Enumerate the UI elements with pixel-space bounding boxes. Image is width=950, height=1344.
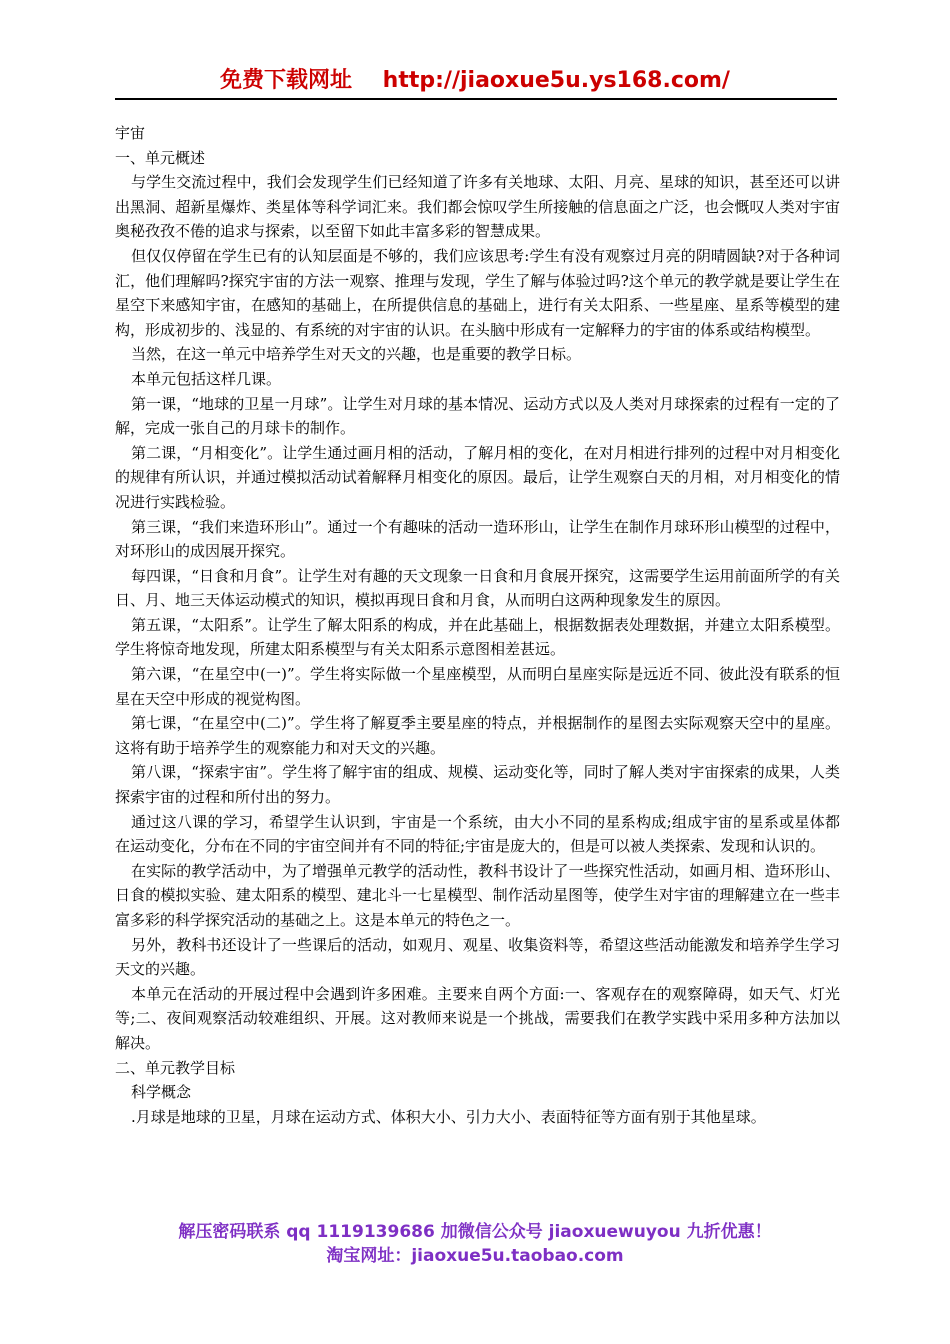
concept-item: .月球是地球的卫星，月球在运动方式、体积大小、引力大小、表面特征等方面有别于其他星球。 [131,1107,766,1126]
paragraph: 本单元包括这样几课。 [131,369,282,388]
paragraph: 每四课，“日食和月食”。让学生对有趣的天文现象一日食和月食展开探究，这需要学生运用前面所学的有关日、月、地三天体运动模式的知识，模拟再现日食和月食，从而明白这两种现象发生的原因。 [115,566,840,610]
paragraph: 另外，教科书还设计了一些课后的活动，如观月、观星、收集资料等，希望这些活动能激发和培养学生学习天文的兴趣。 [115,935,840,979]
header-divider [115,98,837,100]
header-site-label: 免费下载网址 [220,68,353,93]
header-url-link[interactable]: http://jiaoxue5u.ys168.com/ [382,68,730,93]
paragraph: 第三课，“我们来造环形山”。通过一个有趣味的活动一造环形山，让学生在制作月球环形山模型的过程中，对环形山的成因展开探究。 [115,517,840,561]
paragraph: 第七课，“在星空中(二)”。学生将了解夏季主要星座的特点，并根据制作的星图去实际观察天空中的星座。这将有助于培养学生的观察能力和对天文的兴趣。 [115,714,840,757]
download-header [0,66,950,96]
document-body [115,121,840,1129]
paragraph: 在实际的教学活动中，为了增强单元教学的活动性，教科书设计了一些探究性活动，如画月相、造环形山、日食的模拟实验、建太阳系的模型、建北斗一七星模型、制作活动星图等，使学生对宇宙的理解建立在一些丰富多彩的科学探究活动的基础之上。这是本单元的特色之一。 [115,861,840,929]
paragraph: 第二课，“月相变化”。让学生通过画月相的活动，了解月相的变化，在对月相进行排列的过程中对月相变化的规律有所认识，并通过模拟活动试着解释月相变化的原因。最后，让学生观察白天的月相，对月相变化的情况进行实践检验。 [115,443,840,511]
paragraph: 本单元在活动的开展过程中会遇到许多困难。主要来自两个方面:一、客观存在的观察障碍，如天气、灯光等;二、夜间观察活动较难组织、开展。这对教师来说是一个挑战，需要我们在教学实践中采用多种方法加以解决。 [115,984,840,1052]
section-heading-overview: 一、单元概述 [115,148,206,167]
paragraph: 当然，在这一单元中培养学生对天文的兴趣，也是重要的教学日标。 [131,345,582,364]
paragraph: 与学生交流过程中，我们会发现学生们已经知道了许多有关地球、太阳、月亮、星球的知识，甚至还可以讲出黑洞、超新星爆炸、类星体等科学词汇来。我们都会惊叹学生所接触的信息面之广泛，也会慨叹人类对宇宙奥秘孜孜不倦的追求与探索，以至留下如此丰富多彩的智慧成果。 [115,173,840,241]
document-title: 宇宙 [115,124,146,142]
paragraph: 第八课，“探索宇宙”。学生将了解宇宙的组成、规模、运动变化等，同时了解人类对宇宙探索的成果，人类探索宇宙的过程和所付出的努力。 [115,763,840,807]
section-heading-objectives: 二、单元教学目标 [115,1058,236,1077]
paragraph: 但仅仅停留在学生已有的认知层面是不够的，我们应该思考:学生有没有观察过月亮的阴晴圆缺?对于各种词汇，他们理解吗?探究宇宙的方法一观察、推理与发现，学生了解与体验过吗?这个单元的教学就是要让学生在星空下来感知宇宙，在感知的基础上，在所提供信息的基础上，进行有关太阳系、一些星座、星系等模型的建构，形成初步的、浅显的、有系统的对宇宙的认识。在头脑中形成有一定解释力的宇宙的体系或结构模型。 [115,246,840,339]
paragraph: 第六课，“在星空中(一)”。学生将实际做一个星座模型，从而明白星座实际是远近不同、彼此没有联系的恒星在天空中形成的视觉构图。 [115,665,840,708]
subheading-science-concepts: 科学概念 [131,1083,192,1102]
footer-contact-line: 解压密码联系 qq 1119139686 加微信公众号 jiaoxuewuyou 九折优惠！ [178,1222,772,1242]
paragraph: 第一课，“地球的卫星一月球”。让学生对月球的基本情况、运动方式以及人类对月球探索的过程有一定的了解，完成一张自己的月球卡的制作。 [115,394,840,438]
footer-shop-link[interactable]: 淘宝网址：jiaoxue5u.taobao.com [326,1246,624,1266]
paragraph: 第五课，“太阳系”。让学生了解太阳系的构成，并在此基础上，根据数据表处理数据，并建立太阳系模型。学生将惊奇地发现，所建太阳系模型与有关太阳系示意图相差甚远。 [115,615,840,659]
paragraph: 通过这八课的学习，希望学生认识到，宇宙是一个系统，由大小不同的星系构成;组成宇宙的星系或星体都在运动变化，分布在不同的宇宙空间并有不同的特征;宇宙是庞大的，但是可以被人类探索、发现和认识的。 [115,812,840,856]
